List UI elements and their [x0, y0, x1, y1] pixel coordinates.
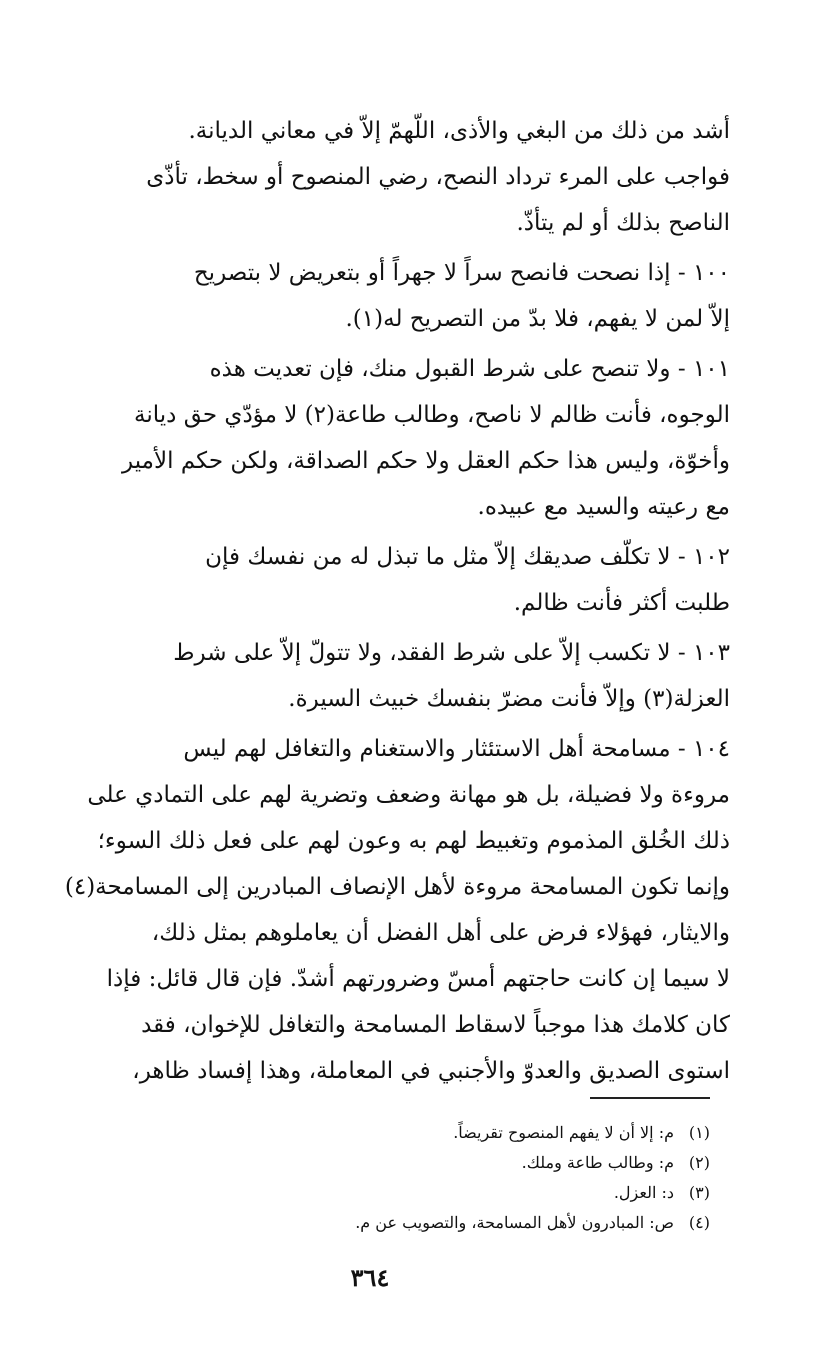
- text-line: ١٠٢ - لا تكلّف صديقك إلاّ مثل ما تبذل له من نفسك فإن: [205, 544, 730, 570]
- text-line: الوجوه، فأنت ظالم لا ناصح، وطالب طاعة(٢) لا مؤدّي حق ديانة: [134, 402, 730, 428]
- text-line: العزلة(٣) وإلاّ فأنت مضرّ بنفسك خبيث السيرة.: [288, 686, 730, 712]
- text-line: ١٠١ - ولا تنصح على شرط القبول منك، فإن تعديت هذه: [209, 356, 730, 382]
- text-line: استوى الصديق والعدوّ والأجنبي في المعاملة، وهذا إفساد ظاهر،: [132, 1058, 730, 1084]
- footnote-divider: [590, 1097, 710, 1099]
- footnote-text: م: وطالب طاعة وملك.: [521, 1153, 674, 1172]
- paragraph: [40, 726, 730, 1094]
- paragraph: [40, 108, 730, 246]
- text-line: مروءة ولا فضيلة، بل هو مهانة وضعف وتضرية لهم على التمادي على: [87, 782, 730, 808]
- paragraph: [40, 250, 730, 342]
- paragraph: [40, 346, 730, 530]
- text-line: كان كلامك هذا موجباً لاسقاط المسامحة والتغافل للإخوان، فقد: [141, 1012, 730, 1038]
- text-line: ذلك الخُلق المذموم وتغبيط لهم به وعون لهم على فعل ذلك السوء؛: [97, 828, 730, 854]
- footnote: [250, 1178, 710, 1208]
- text-line: والايثار، فهؤلاء فرض على أهل الفضل أن يعاملوهم بمثل ذلك،: [151, 920, 730, 946]
- text-line: إلاّ لمن لا يفهم، فلا بدّ من التصريح له(١).: [345, 306, 730, 332]
- text-line: فواجب على المرء ترداد النصح، رضي المنصوح أو سخط، تأذّى: [146, 164, 730, 190]
- footnote-number: (١): [688, 1123, 710, 1142]
- text-line: أشد من ذلك من البغي والأذى، اللّهمّ إلاّ في معاني الديانة.: [188, 118, 730, 144]
- text-line: ١٠٠ - إذا نصحت فانصح سراً لا جهراً أو بتعريض لا بتصريح: [193, 260, 730, 286]
- main-text-body: [40, 108, 730, 1098]
- footnote-text: ص: المبادرون لأهل المسامحة، والتصويب عن م.: [355, 1213, 674, 1232]
- footnote: [250, 1118, 710, 1148]
- paragraph: [40, 630, 730, 722]
- page-number: ٣٦٤: [350, 1263, 390, 1292]
- footnote-number: (٣): [688, 1183, 710, 1202]
- footnotes-section: [250, 1118, 710, 1238]
- footnote-number: (٤): [688, 1213, 710, 1232]
- text-line: ١٠٤ - مسامحة أهل الاستئثار والاستغنام والتغافل لهم ليس: [183, 736, 730, 762]
- text-line: وإنما تكون المسامحة مروءة لأهل الإنصاف المبادرين إلى المسامحة(٤): [64, 874, 730, 900]
- footnote-number: (٢): [688, 1153, 710, 1172]
- paragraph: [40, 534, 730, 626]
- text-line: ١٠٣ - لا تكسب إلاّ على شرط الفقد، ولا تتولّ إلاّ على شرط: [173, 640, 730, 666]
- text-line: وأخوّة، وليس هذا حكم العقل ولا حكم الصداقة، ولكن حكم الأمير: [122, 448, 730, 474]
- footnote: [250, 1148, 710, 1178]
- footnote-text: م: إلا أن لا يفهم المنصوح تقريضاً.: [453, 1123, 674, 1142]
- footnote-text: د: العزل.: [613, 1183, 674, 1202]
- text-line: مع رعيته والسيد مع عبيده.: [477, 494, 730, 520]
- footnote: [250, 1208, 710, 1238]
- text-line: لا سيما إن كانت حاجتهم أمسّ وضرورتهم أشدّ. فإن قال قائل: فإذا: [106, 966, 730, 992]
- text-line: طلبت أكثر فأنت ظالم.: [513, 590, 730, 616]
- text-line: الناصح بذلك أو لم يتأذّ.: [516, 210, 730, 236]
